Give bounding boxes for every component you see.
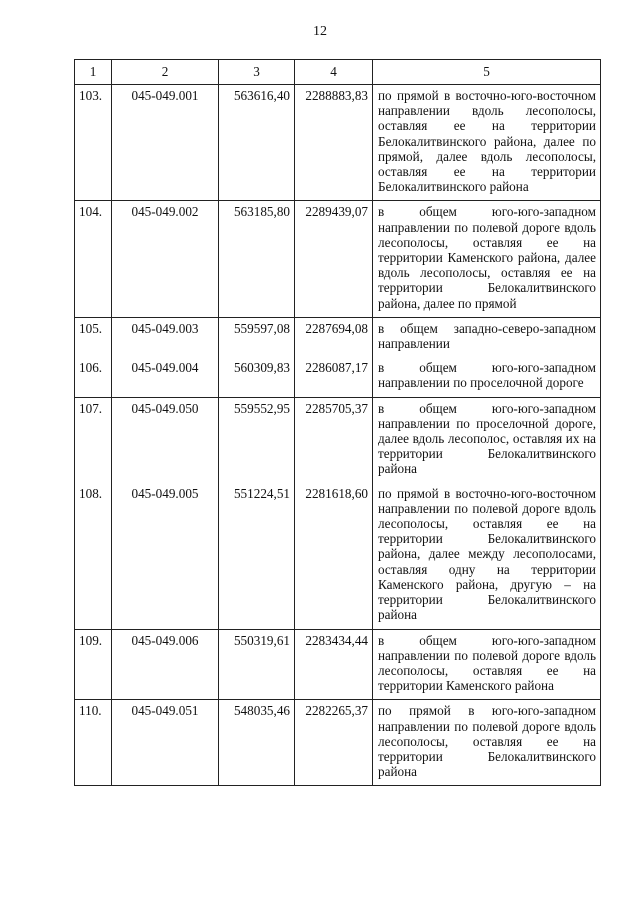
boundary-description: в общем западно-северо-западном направлении xyxy=(378,320,596,352)
y-coordinate: 2283434,44 xyxy=(305,632,368,648)
point-code: 045-049.003 xyxy=(131,320,199,336)
point-code: 045-049.002 xyxy=(131,204,199,220)
page-number: 12 xyxy=(313,24,327,39)
y-coordinate: 2289439,07 xyxy=(305,204,368,220)
x-coordinate: 550319,61 xyxy=(233,632,290,648)
point-code: 045-049.051 xyxy=(131,703,199,719)
table-row xyxy=(75,357,601,397)
row-number: 105. xyxy=(79,320,103,336)
point-code: 045-049.050 xyxy=(131,400,199,416)
row-number: 109. xyxy=(79,632,103,648)
boundary-description: по прямой в восточно-юго-восточном направлении по полевой дороге вдоль лесополосы, оставляя ее на территории Белокалитвинского района, далее между лесополосами, оставляя одну на территории Каменского района, другую – на территории Белокалитвинского района xyxy=(378,485,596,623)
boundary-description: по прямой в восточно-юго-восточном направлении вдоль лесополосы, оставляя ее на территории Белокалитвинского района, далее по прямой, далее вдоль лесополосы, оставляя ее на территории Белокалитвинского района xyxy=(378,88,596,195)
x-coordinate: 560309,83 xyxy=(233,360,290,376)
row-number: 106. xyxy=(79,360,103,376)
x-coordinate: 559597,08 xyxy=(233,320,290,336)
row-number: 108. xyxy=(79,485,103,501)
row-number: 107. xyxy=(79,400,103,416)
table-row xyxy=(75,700,601,786)
y-coordinate: 2288883,83 xyxy=(305,88,368,103)
row-number: 103. xyxy=(79,88,103,103)
x-coordinate: 551224,51 xyxy=(233,485,290,501)
column-header-3: 3 xyxy=(219,60,295,85)
table-row xyxy=(75,483,601,629)
x-coordinate: 563616,40 xyxy=(233,88,290,103)
table-header-row xyxy=(75,60,601,85)
table-row xyxy=(75,397,601,483)
y-coordinate: 2287694,08 xyxy=(305,320,368,336)
boundary-description: в общем юго-юго-западном направлении по проселочной дороге, далее вдоль лесополос, оставляя их на территории Белокалитвинского района xyxy=(378,400,596,477)
point-code: 045-049.006 xyxy=(131,632,199,648)
x-coordinate: 563185,80 xyxy=(233,204,290,220)
table-row xyxy=(75,85,601,201)
boundary-description: в общем юго-юго-западном направлении по проселочной дороге xyxy=(378,360,596,391)
table-row xyxy=(75,629,601,700)
point-code: 045-049.001 xyxy=(131,88,199,103)
column-header-4: 4 xyxy=(295,60,373,85)
x-coordinate: 548035,46 xyxy=(233,703,290,719)
boundary-points-table xyxy=(74,59,601,786)
row-number: 110. xyxy=(79,703,102,719)
column-header-2: 2 xyxy=(112,60,219,85)
x-coordinate: 559552,95 xyxy=(233,400,290,416)
column-header-5: 5 xyxy=(373,60,601,85)
table-row xyxy=(75,201,601,317)
y-coordinate: 2286087,17 xyxy=(305,360,368,376)
row-number: 104. xyxy=(79,204,103,220)
y-coordinate: 2281618,60 xyxy=(305,485,368,501)
point-code: 045-049.005 xyxy=(131,485,199,501)
table-row xyxy=(75,317,601,357)
boundary-description: в общем юго-юго-западном направлении по полевой дороге вдоль лесополосы, оставляя ее на территории Каменского района xyxy=(378,632,596,694)
boundary-description: по прямой в юго-юго-западном направлении по полевой дороге вдоль лесополосы, оставляя ее на территории Белокалитвинского района xyxy=(378,703,596,780)
y-coordinate: 2285705,37 xyxy=(305,400,368,416)
boundary-description: в общем юго-юго-западном направлении по полевой дороге вдоль лесополосы, оставляя ее на территории Каменского района, далее вдоль лесополосы, оставляя ее на территории Белокалитвинского района, далее по прямой xyxy=(378,204,596,311)
y-coordinate: 2282265,37 xyxy=(305,703,368,719)
point-code: 045-049.004 xyxy=(131,360,199,376)
column-header-1: 1 xyxy=(75,60,112,85)
